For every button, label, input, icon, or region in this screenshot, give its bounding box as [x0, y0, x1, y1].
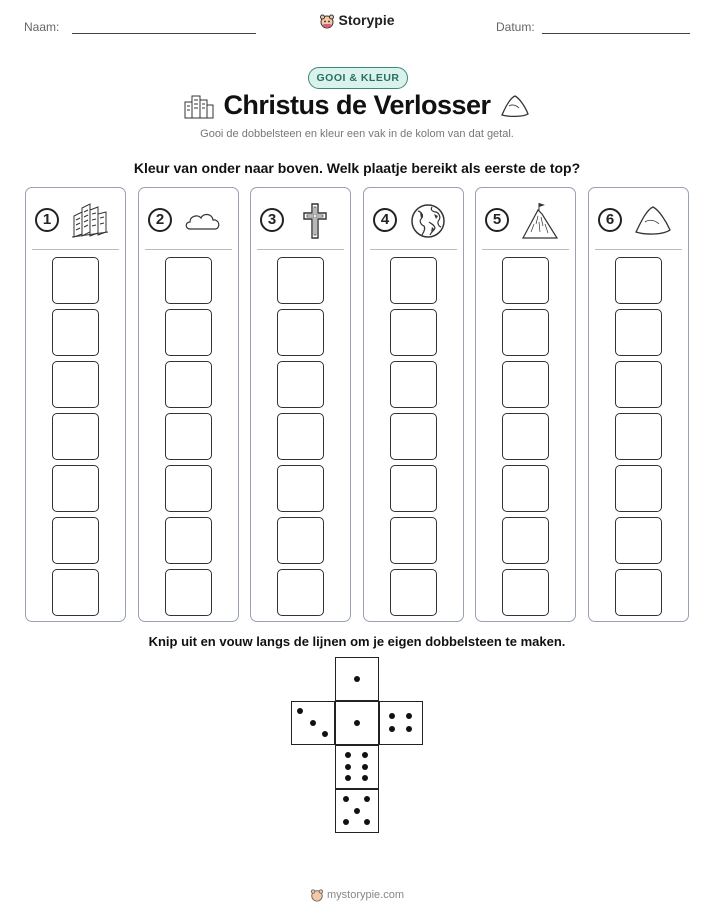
dice-pip — [343, 796, 349, 802]
color-cell[interactable] — [615, 517, 662, 564]
color-cell[interactable] — [615, 413, 662, 460]
category-badge: GOOI & KLEUR — [308, 67, 408, 89]
globe-icon — [408, 202, 448, 245]
dice-pip — [310, 720, 316, 726]
column-4 — [363, 187, 464, 622]
column-number: 2 — [148, 208, 172, 232]
color-cell[interactable] — [390, 257, 437, 304]
color-cell[interactable] — [502, 257, 549, 304]
footer-url[interactable]: mystorypie.com — [326, 888, 405, 901]
color-cell[interactable] — [615, 257, 662, 304]
dice-pip — [343, 819, 349, 825]
dice-pip — [354, 676, 360, 682]
storypie-bear-icon — [319, 13, 335, 29]
dice-pip — [354, 720, 360, 726]
name-line[interactable] — [72, 33, 256, 34]
dice-face-5 — [335, 789, 379, 833]
brand-logo — [0, 12, 714, 29]
column-header — [364, 202, 463, 242]
dice-face-1 — [335, 701, 379, 745]
dice-face-6 — [335, 745, 379, 789]
dice-pip — [406, 726, 412, 732]
dice-face-4 — [379, 701, 423, 745]
column-divider — [370, 249, 457, 250]
storypie-bear-icon — [310, 888, 324, 902]
column-number: 5 — [485, 208, 509, 232]
dice-face-1 — [335, 657, 379, 701]
color-cell[interactable] — [390, 517, 437, 564]
date-label: Datum: — [496, 20, 535, 34]
column-number: 3 — [260, 208, 284, 232]
dice-pip — [362, 775, 368, 781]
dice-pip — [364, 796, 370, 802]
color-cell[interactable] — [277, 413, 324, 460]
sugarloaf-rock-icon — [633, 202, 673, 245]
dice-face-3 — [291, 701, 335, 745]
color-cell[interactable] — [390, 413, 437, 460]
column-5 — [475, 187, 576, 622]
column-6 — [588, 187, 689, 622]
column-3 — [250, 187, 351, 622]
date-line[interactable] — [542, 33, 690, 34]
dice-pip — [345, 752, 351, 758]
color-cell[interactable] — [52, 413, 99, 460]
dice-pip — [362, 764, 368, 770]
cross-icon — [295, 202, 335, 245]
color-cell[interactable] — [277, 257, 324, 304]
column-number: 4 — [373, 208, 397, 232]
color-cell[interactable] — [390, 361, 437, 408]
color-cell[interactable] — [165, 413, 212, 460]
dice-pip — [364, 819, 370, 825]
column-2 — [138, 187, 239, 622]
column-header — [589, 202, 688, 242]
sugarloaf-rock-icon — [499, 92, 531, 120]
color-cell[interactable] — [390, 569, 437, 616]
subtitle: Gooi de dobbelsteen en kleur een vak in de kolom van dat getal. — [200, 128, 514, 140]
mountain-flag-icon — [520, 202, 560, 245]
color-cell[interactable] — [165, 257, 212, 304]
color-cell[interactable] — [165, 517, 212, 564]
column-divider — [32, 249, 119, 250]
color-cell[interactable] — [502, 309, 549, 356]
color-cell[interactable] — [502, 413, 549, 460]
color-cell[interactable] — [277, 361, 324, 408]
color-cell[interactable] — [615, 361, 662, 408]
dice-pip — [354, 808, 360, 814]
dice-pip — [345, 775, 351, 781]
footer — [0, 888, 714, 902]
column-divider — [257, 249, 344, 250]
color-cell[interactable] — [502, 361, 549, 408]
color-cell[interactable] — [277, 569, 324, 616]
color-cell[interactable] — [390, 309, 437, 356]
column-header — [139, 202, 238, 242]
column-number: 1 — [35, 208, 59, 232]
color-cell[interactable] — [52, 569, 99, 616]
city-buildings-icon — [70, 202, 110, 245]
color-cell[interactable] — [615, 309, 662, 356]
color-cell[interactable] — [52, 465, 99, 512]
dice-pip — [406, 713, 412, 719]
column-header — [476, 202, 575, 242]
dice-instruction: Knip uit en vouw langs de lijnen om je eigen dobbelsteen te maken. — [148, 634, 566, 649]
color-cell[interactable] — [502, 465, 549, 512]
dice-pip — [345, 764, 351, 770]
column-divider — [145, 249, 232, 250]
page-title: Christus de Verlosser — [223, 90, 491, 120]
color-cell[interactable] — [52, 517, 99, 564]
color-cell[interactable] — [615, 465, 662, 512]
column-header — [26, 202, 125, 242]
column-1 — [25, 187, 126, 622]
dice-pip — [322, 731, 328, 737]
color-cell[interactable] — [52, 309, 99, 356]
color-cell[interactable] — [277, 465, 324, 512]
brand-name: Storypie — [338, 12, 395, 28]
color-cell[interactable] — [277, 309, 324, 356]
color-cell[interactable] — [615, 569, 662, 616]
color-cell[interactable] — [277, 517, 324, 564]
dice-pip — [389, 726, 395, 732]
color-cell[interactable] — [502, 569, 549, 616]
color-cell[interactable] — [52, 361, 99, 408]
color-cell[interactable] — [165, 361, 212, 408]
color-cell[interactable] — [52, 257, 99, 304]
dice-pip — [389, 713, 395, 719]
color-cell[interactable] — [165, 309, 212, 356]
dice-pip — [362, 752, 368, 758]
color-cell[interactable] — [165, 569, 212, 616]
name-label: Naam: — [24, 20, 60, 34]
color-cell[interactable] — [390, 465, 437, 512]
cloud-icon — [183, 202, 223, 245]
column-header — [251, 202, 350, 242]
instruction-text: Kleur van onder naar boven. Welk plaatje bereikt als eerste de top? — [133, 160, 581, 176]
dice-pip — [297, 708, 303, 714]
color-cell[interactable] — [502, 517, 549, 564]
color-cell[interactable] — [165, 465, 212, 512]
column-number: 6 — [598, 208, 622, 232]
column-divider — [482, 249, 569, 250]
column-divider — [595, 249, 682, 250]
